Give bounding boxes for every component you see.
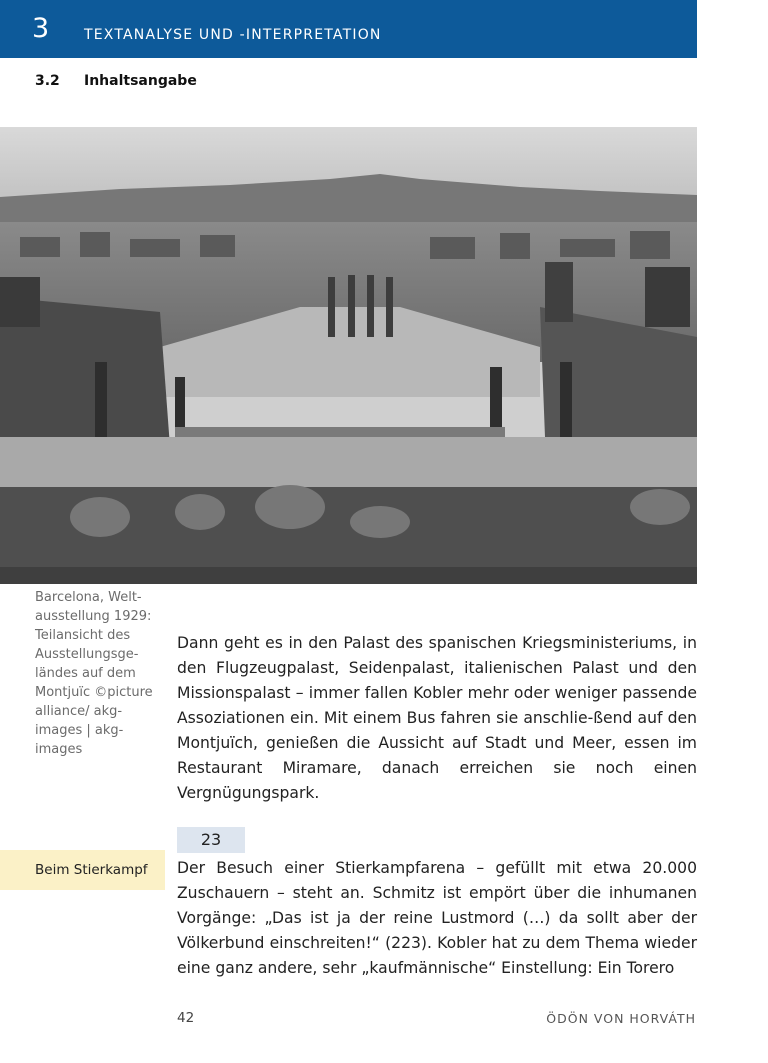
chapter-title: TEXTANALYSE UND -INTERPRETATION [84, 27, 382, 43]
body-paragraph-1: Dann geht es in den Palast des spanischen Kriegsministeriums, in den Flugzeugpalast, Seidenpalast, italienischen Palast und den Missionspalast – immer fallen Kobler mehr oder weniger passende Assoziationen ein. Mit einem Bus fahren sie anschlie-ßend auf den Montjuïch, genießen die Aussicht auf Stadt und Meer, essen im Restaurant Miramare, danach erreichen sie noch einen Vergnügungspark. [177, 634, 697, 802]
chapter-number: 3 [32, 13, 50, 44]
side-label: Beim Stierkampf [0, 850, 165, 890]
body-paragraph-2: Der Besuch einer Stierkampfarena – gefüllt mit etwa 20.000 Zuschauern – steht an. Schmitz ist empört über die inhumanen Vorgänge: „Das ist ja der reine Lustmord (…) da sollt aber der Völkerbund einschreiten!“ (223). Kobler hat zu dem Thema wieder eine ganz andere, sehr „kaufmännische“ Einstellung: Ein Torero [177, 859, 697, 977]
section-title: Inhaltsangabe [84, 73, 197, 89]
figure-caption: Barcelona, Welt-ausstellung 1929: Teilansicht des Ausstellungsge-ländes auf dem Montjuïc ©picture alliance/ akg-images | akg-images [35, 590, 153, 757]
historical-photo [0, 127, 697, 584]
page-number: 42 [177, 1010, 195, 1026]
chapter-header-bar [0, 0, 697, 58]
margin-number: 23 [177, 827, 245, 853]
footer-author: ÖDÖN VON HORVÁTH [546, 1011, 696, 1026]
section-number: 3.2 [35, 73, 60, 89]
photo-illustration [0, 127, 697, 584]
